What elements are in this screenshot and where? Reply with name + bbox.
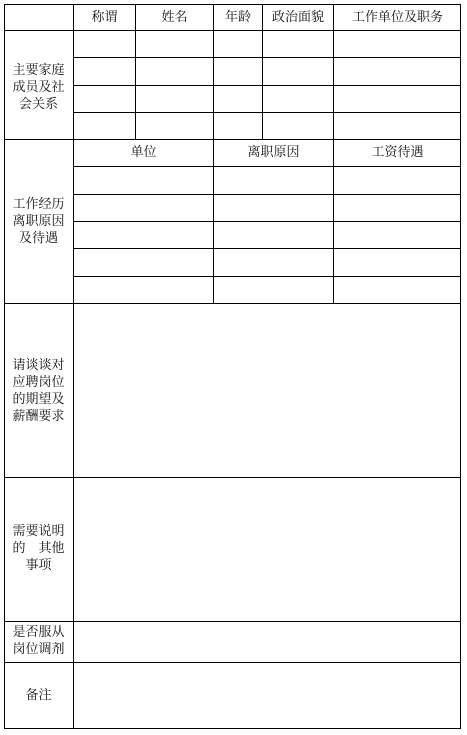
header-leaving-reason: 离职原因 [247, 145, 300, 160]
expectation-label-line: 应聘岗位 [12, 375, 65, 390]
adjustment-label-line: 是否服从 [12, 625, 65, 640]
header-work-unit: 单位 [130, 145, 157, 160]
work-section-label [4, 196, 73, 247]
family-row[interactable] [74, 31, 461, 57]
header-salary-benefits: 工资待遇 [371, 145, 424, 160]
adjustment-label-line: 岗位调剂 [12, 642, 65, 657]
header-age: 年龄 [224, 10, 251, 25]
family-row[interactable] [74, 86, 461, 112]
expectation-label-line: 请谈谈对 [12, 358, 65, 373]
other-matters-label-line: 需要说明 [12, 524, 65, 539]
expectation-label-line: 薪酬要求 [12, 409, 65, 424]
remarks-label-line: 备注 [25, 688, 52, 703]
header-relation: 称谓 [91, 10, 118, 25]
other-matters-field[interactable] [74, 478, 461, 621]
work-row[interactable] [74, 222, 461, 248]
work-row[interactable] [74, 277, 461, 303]
family-label-line: 成员及社 [12, 80, 65, 95]
expectation-section-label [4, 357, 73, 425]
other-matters-label-line: 事项 [25, 558, 52, 573]
work-label-line: 及待遇 [18, 231, 58, 246]
other-matters-label-line: 的 其他 [12, 541, 65, 556]
expectation-answer-field[interactable] [74, 304, 461, 477]
adjustment-section-label [4, 624, 73, 658]
expectation-label-line: 的期望及 [12, 392, 65, 407]
work-row[interactable] [74, 249, 461, 276]
family-row[interactable] [74, 58, 461, 85]
adjustment-answer-field[interactable] [74, 622, 461, 662]
other-matters-section-label [4, 523, 73, 574]
family-section-label [4, 62, 73, 113]
family-row[interactable] [74, 113, 461, 139]
family-label-line: 会关系 [18, 97, 58, 112]
application-form-table [4, 4, 461, 729]
work-label-line: 工作经历 [12, 197, 65, 212]
header-political-status: 政治面貌 [271, 10, 324, 25]
family-label-line: 主要家庭 [12, 63, 65, 78]
work-row[interactable] [74, 167, 461, 194]
header-employer-and-position: 工作单位及职务 [351, 10, 443, 25]
remarks-field[interactable] [74, 663, 461, 729]
remarks-section-label [4, 687, 73, 704]
work-label-line: 离职原因 [12, 214, 65, 229]
work-row[interactable] [74, 195, 461, 221]
header-name: 姓名 [161, 10, 188, 25]
